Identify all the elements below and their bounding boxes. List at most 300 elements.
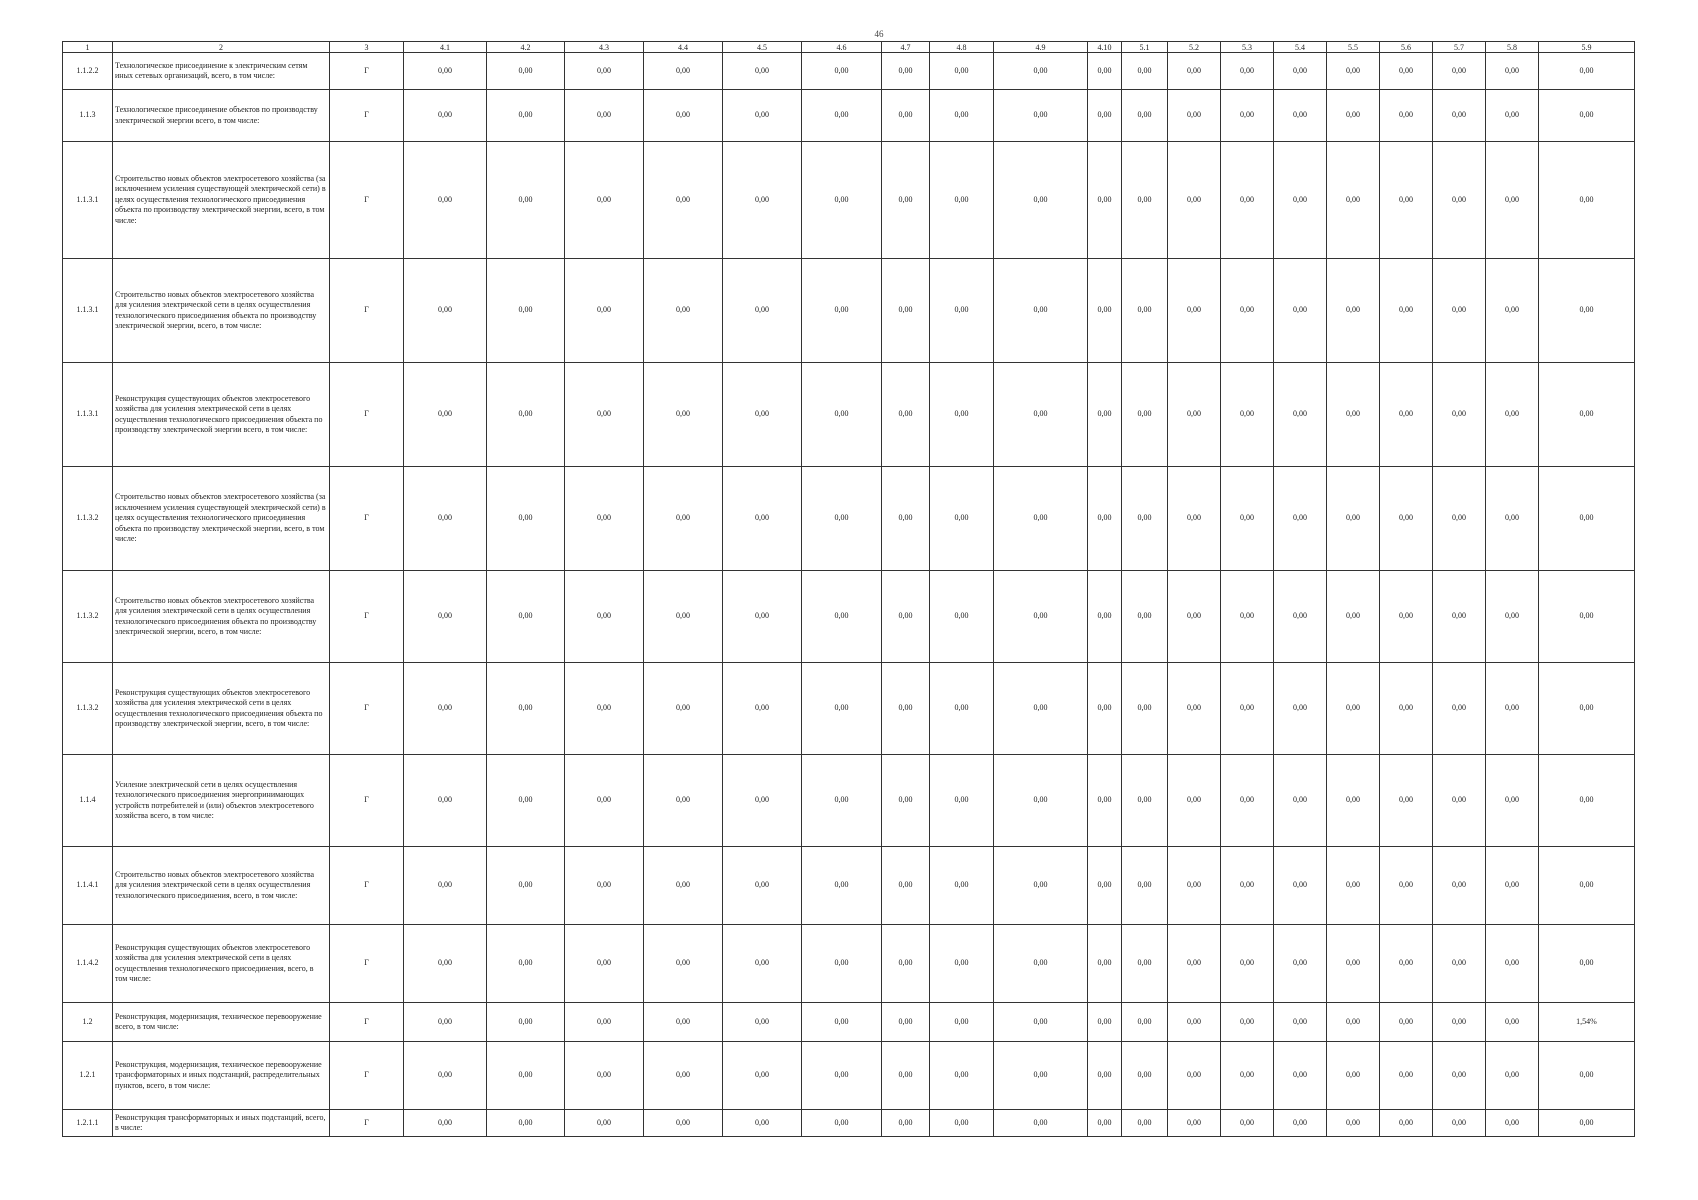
value-cell: 0,00 <box>1122 467 1168 571</box>
row-description: Реконструкция, модернизация, техническое перевооружение трансформаторных и иных подстанций, распределительных пунктов, всего, в том числе: <box>113 1042 330 1110</box>
value-cell: 0,00 <box>1539 847 1635 925</box>
value-cell: 0,00 <box>930 1042 994 1110</box>
column-header: 1 <box>63 42 113 53</box>
value-cell: 0,00 <box>882 1110 930 1137</box>
value-cell: 0,00 <box>1380 847 1433 925</box>
value-cell: 0,00 <box>565 755 644 847</box>
column-header: 5.2 <box>1168 42 1221 53</box>
value-cell: 0,00 <box>1221 847 1274 925</box>
value-cell: 0,00 <box>1486 142 1539 259</box>
value-cell: 0,00 <box>1088 142 1122 259</box>
value-cell: 0,00 <box>1274 90 1327 142</box>
value-cell: 0,00 <box>723 53 802 90</box>
value-cell: 0,00 <box>1274 1042 1327 1110</box>
value-cell: 0,00 <box>882 755 930 847</box>
value-cell: 0,00 <box>1274 847 1327 925</box>
value-cell: 0,00 <box>1122 142 1168 259</box>
value-cell: 0,00 <box>1327 53 1380 90</box>
row-description: Строительство новых объектов электросетевого хозяйства для усиления электрической сети в целях осуществления технологического присоединения объекта по производству электрической энергии, всего, в том числе: <box>113 259 330 363</box>
value-cell: 0,00 <box>1486 663 1539 755</box>
value-cell: 0,00 <box>1122 847 1168 925</box>
value-cell: 0,00 <box>565 925 644 1003</box>
value-cell: 0,00 <box>1433 571 1486 663</box>
row-description: Усиление электрической сети в целях осуществления технологического присоединения энергопринимающих устройств потребителей и (или) объектов электросетевого хозяйства всего, в том числе: <box>113 755 330 847</box>
value-cell: 0,00 <box>644 467 723 571</box>
value-cell: 0,00 <box>1168 571 1221 663</box>
value-cell: 0,00 <box>1221 142 1274 259</box>
value-cell: 0,00 <box>565 663 644 755</box>
row-unit: Г <box>330 142 404 259</box>
value-cell: 0,00 <box>930 1003 994 1042</box>
table-row <box>63 755 1635 847</box>
value-cell: 0,00 <box>565 847 644 925</box>
row-unit: Г <box>330 53 404 90</box>
value-cell: 0,00 <box>1433 663 1486 755</box>
value-cell: 0,00 <box>1168 663 1221 755</box>
value-cell: 0,00 <box>994 925 1088 1003</box>
value-cell: 0,00 <box>1122 571 1168 663</box>
table-row <box>63 663 1635 755</box>
value-cell: 0,00 <box>882 571 930 663</box>
value-cell: 0,00 <box>1327 90 1380 142</box>
value-cell: 0,00 <box>930 53 994 90</box>
value-cell: 0,00 <box>723 467 802 571</box>
value-cell: 0,00 <box>1221 663 1274 755</box>
value-cell: 0,00 <box>1380 363 1433 467</box>
value-cell: 0,00 <box>1168 1110 1221 1137</box>
value-cell: 0,00 <box>723 1003 802 1042</box>
column-header: 5.4 <box>1274 42 1327 53</box>
value-cell: 0,00 <box>487 663 565 755</box>
value-cell: 0,00 <box>1274 925 1327 1003</box>
value-cell: 0,00 <box>1327 1042 1380 1110</box>
value-cell: 0,00 <box>487 142 565 259</box>
value-cell: 0,00 <box>1221 53 1274 90</box>
value-cell: 0,00 <box>1539 467 1635 571</box>
value-cell: 0,00 <box>802 53 882 90</box>
column-header: 5.7 <box>1433 42 1486 53</box>
value-cell: 0,00 <box>644 755 723 847</box>
value-cell: 0,00 <box>1380 1042 1433 1110</box>
value-cell: 0,00 <box>994 467 1088 571</box>
row-code: 1.1.3.2 <box>63 467 113 571</box>
value-cell: 0,00 <box>404 142 487 259</box>
value-cell: 0,00 <box>723 925 802 1003</box>
row-code: 1.1.4 <box>63 755 113 847</box>
row-code: 1.1.4.2 <box>63 925 113 1003</box>
value-cell: 0,00 <box>1539 1110 1635 1137</box>
value-cell: 0,00 <box>1274 663 1327 755</box>
value-cell: 0,00 <box>930 663 994 755</box>
value-cell: 0,00 <box>1088 259 1122 363</box>
value-cell: 0,00 <box>1433 925 1486 1003</box>
value-cell: 0,00 <box>1274 571 1327 663</box>
value-cell: 0,00 <box>404 571 487 663</box>
row-description: Реконструкция существующих объектов электросетевого хозяйства для усиления электрической сети в целях осуществления технологического присоединения объекта по производству электрической энергии всего, в том числе: <box>113 363 330 467</box>
value-cell: 0,00 <box>1122 925 1168 1003</box>
value-cell: 0,00 <box>1088 755 1122 847</box>
value-cell: 0,00 <box>1327 1110 1380 1137</box>
row-code: 1.1.3.2 <box>63 571 113 663</box>
value-cell: 0,00 <box>1433 1003 1486 1042</box>
value-cell: 0,00 <box>1486 259 1539 363</box>
value-cell: 0,00 <box>1122 755 1168 847</box>
value-cell: 0,00 <box>802 847 882 925</box>
column-header: 5.6 <box>1380 42 1433 53</box>
value-cell: 0,00 <box>994 571 1088 663</box>
value-cell: 0,00 <box>1327 925 1380 1003</box>
row-code: 1.1.2.2 <box>63 53 113 90</box>
value-cell: 0,00 <box>1433 90 1486 142</box>
row-description: Реконструкция существующих объектов электросетевого хозяйства для усиления электрической сети в целях осуществления технологического присоединения, всего, в том числе: <box>113 925 330 1003</box>
row-code: 1.1.3 <box>63 90 113 142</box>
value-cell: 0,00 <box>1168 847 1221 925</box>
value-cell: 0,00 <box>802 1003 882 1042</box>
value-cell: 0,00 <box>1221 571 1274 663</box>
value-cell: 0,00 <box>882 925 930 1003</box>
value-cell: 0,00 <box>1327 663 1380 755</box>
value-cell: 0,00 <box>994 663 1088 755</box>
column-header: 4.2 <box>487 42 565 53</box>
value-cell: 0,00 <box>802 925 882 1003</box>
value-cell: 0,00 <box>404 925 487 1003</box>
table-row <box>63 142 1635 259</box>
column-header: 4.7 <box>882 42 930 53</box>
value-cell: 0,00 <box>882 363 930 467</box>
value-cell: 0,00 <box>1327 363 1380 467</box>
page-number: 46 <box>874 29 884 39</box>
value-cell: 0,00 <box>1433 1110 1486 1137</box>
row-unit: Г <box>330 847 404 925</box>
value-cell: 0,00 <box>1221 467 1274 571</box>
column-header: 4.8 <box>930 42 994 53</box>
value-cell: 0,00 <box>1486 571 1539 663</box>
value-cell: 0,00 <box>487 755 565 847</box>
value-cell: 0,00 <box>1088 363 1122 467</box>
value-cell: 0,00 <box>994 1110 1088 1137</box>
row-code: 1.1.3.1 <box>63 259 113 363</box>
value-cell: 0,00 <box>723 755 802 847</box>
value-cell: 0,00 <box>882 53 930 90</box>
value-cell: 0,00 <box>1380 1110 1433 1137</box>
header-row <box>63 42 1635 53</box>
row-unit: Г <box>330 259 404 363</box>
value-cell: 0,00 <box>1327 847 1380 925</box>
value-cell: 0,00 <box>1433 1042 1486 1110</box>
table-row <box>63 1110 1635 1137</box>
value-cell: 0,00 <box>1221 259 1274 363</box>
value-cell: 0,00 <box>644 259 723 363</box>
value-cell: 0,00 <box>1122 1042 1168 1110</box>
row-unit: Г <box>330 925 404 1003</box>
value-cell: 0,00 <box>802 142 882 259</box>
value-cell: 0,00 <box>802 663 882 755</box>
value-cell: 0,00 <box>1380 925 1433 1003</box>
value-cell: 0,00 <box>994 53 1088 90</box>
value-cell: 0,00 <box>644 90 723 142</box>
value-cell: 0,00 <box>644 571 723 663</box>
value-cell: 0,00 <box>1168 1042 1221 1110</box>
value-cell: 0,00 <box>487 1110 565 1137</box>
value-cell: 0,00 <box>1380 663 1433 755</box>
value-cell: 0,00 <box>994 363 1088 467</box>
column-header: 5.1 <box>1122 42 1168 53</box>
column-header: 4.6 <box>802 42 882 53</box>
row-code: 1.2.1.1 <box>63 1110 113 1137</box>
row-unit: Г <box>330 571 404 663</box>
value-cell: 0,00 <box>1486 1042 1539 1110</box>
value-cell: 0,00 <box>723 571 802 663</box>
value-cell: 0,00 <box>882 142 930 259</box>
value-cell: 0,00 <box>1122 53 1168 90</box>
value-cell: 0,00 <box>723 847 802 925</box>
value-cell: 0,00 <box>1539 571 1635 663</box>
value-cell: 0,00 <box>723 1110 802 1137</box>
value-cell: 0,00 <box>565 142 644 259</box>
value-cell: 0,00 <box>723 1042 802 1110</box>
value-cell: 0,00 <box>723 663 802 755</box>
value-cell: 0,00 <box>1168 142 1221 259</box>
value-cell: 0,00 <box>1433 142 1486 259</box>
table-row <box>63 1042 1635 1110</box>
row-unit: Г <box>330 90 404 142</box>
value-cell: 0,00 <box>723 363 802 467</box>
column-header: 4.3 <box>565 42 644 53</box>
value-cell: 0,00 <box>1122 663 1168 755</box>
row-code: 1.1.3.1 <box>63 142 113 259</box>
value-cell: 0,00 <box>1168 1003 1221 1042</box>
value-cell: 0,00 <box>404 467 487 571</box>
value-cell: 0,00 <box>404 53 487 90</box>
value-cell: 0,00 <box>1122 90 1168 142</box>
row-description: Строительство новых объектов электросетевого хозяйства (за исключением усиления существующей электрической сети) в целях осуществления технологического присоединения объекта по производству электрической энергии, всего, в том числе: <box>113 467 330 571</box>
value-cell: 0,00 <box>930 259 994 363</box>
value-cell: 0,00 <box>930 571 994 663</box>
value-cell: 0,00 <box>723 259 802 363</box>
value-cell: 0,00 <box>1539 925 1635 1003</box>
table-row <box>63 53 1635 90</box>
value-cell: 0,00 <box>1221 1042 1274 1110</box>
value-cell: 0,00 <box>994 142 1088 259</box>
value-cell: 0,00 <box>644 363 723 467</box>
value-cell: 0,00 <box>1433 363 1486 467</box>
column-header: 5.3 <box>1221 42 1274 53</box>
row-code: 1.1.4.1 <box>63 847 113 925</box>
value-cell: 0,00 <box>1486 53 1539 90</box>
value-cell: 0,00 <box>930 925 994 1003</box>
value-cell: 0,00 <box>1486 755 1539 847</box>
value-cell: 0,00 <box>1433 755 1486 847</box>
value-cell: 0,00 <box>565 571 644 663</box>
value-cell: 0,00 <box>1327 467 1380 571</box>
value-cell: 0,00 <box>1168 363 1221 467</box>
value-cell: 0,00 <box>1433 467 1486 571</box>
value-cell: 0,00 <box>1088 53 1122 90</box>
row-unit: Г <box>330 363 404 467</box>
value-cell: 0,00 <box>1433 53 1486 90</box>
value-cell: 0,00 <box>1088 847 1122 925</box>
column-header: 4.10 <box>1088 42 1122 53</box>
value-cell: 0,00 <box>565 90 644 142</box>
value-cell: 0,00 <box>1274 1003 1327 1042</box>
value-cell: 0,00 <box>644 1042 723 1110</box>
value-cell: 0,00 <box>1380 53 1433 90</box>
value-cell: 0,00 <box>882 467 930 571</box>
value-cell: 0,00 <box>487 847 565 925</box>
value-cell: 0,00 <box>565 259 644 363</box>
value-cell: 0,00 <box>1221 1003 1274 1042</box>
value-cell: 0,00 <box>882 847 930 925</box>
value-cell: 0,00 <box>930 363 994 467</box>
value-cell: 0,00 <box>1274 467 1327 571</box>
value-cell: 0,00 <box>1088 467 1122 571</box>
value-cell: 0,00 <box>1380 259 1433 363</box>
value-cell: 0,00 <box>882 259 930 363</box>
column-header: 5.8 <box>1486 42 1539 53</box>
value-cell: 0,00 <box>487 467 565 571</box>
value-cell: 0,00 <box>1168 925 1221 1003</box>
value-cell: 0,00 <box>1539 663 1635 755</box>
value-cell: 0,00 <box>1168 53 1221 90</box>
row-description: Технологическое присоединение объектов по производству электрической энергии всего, в том числе: <box>113 90 330 142</box>
value-cell: 0,00 <box>1221 1110 1274 1137</box>
value-cell: 0,00 <box>1274 142 1327 259</box>
value-cell: 0,00 <box>1088 90 1122 142</box>
value-cell: 0,00 <box>1122 1110 1168 1137</box>
row-unit: Г <box>330 755 404 847</box>
value-cell: 0,00 <box>1327 1003 1380 1042</box>
value-cell: 0,00 <box>565 467 644 571</box>
value-cell: 0,00 <box>802 571 882 663</box>
row-description: Реконструкция, модернизация, техническое перевооружение всего, в том числе: <box>113 1003 330 1042</box>
value-cell: 0,00 <box>1088 571 1122 663</box>
value-cell: 0,00 <box>1122 363 1168 467</box>
value-cell: 0,00 <box>1168 259 1221 363</box>
value-cell: 0,00 <box>644 1110 723 1137</box>
value-cell: 0,00 <box>994 755 1088 847</box>
table-row <box>63 467 1635 571</box>
value-cell: 0,00 <box>1486 1003 1539 1042</box>
value-cell: 0,00 <box>565 1003 644 1042</box>
value-cell: 0,00 <box>487 1003 565 1042</box>
value-cell: 0,00 <box>1088 1003 1122 1042</box>
value-cell: 0,00 <box>882 90 930 142</box>
row-description: Реконструкция трансформаторных и иных подстанций, всего, в числе: <box>113 1110 330 1137</box>
value-cell: 1,54% <box>1539 1003 1635 1042</box>
row-description: Реконструкция существующих объектов электросетевого хозяйства для усиления электрической сети в целях осуществления технологического присоединения объекта по производству электрической энергии, всего, в том числе: <box>113 663 330 755</box>
value-cell: 0,00 <box>930 90 994 142</box>
value-cell: 0,00 <box>565 363 644 467</box>
value-cell: 0,00 <box>644 53 723 90</box>
row-description: Строительство новых объектов электросетевого хозяйства для усиления электрической сети в целях осуществления технологического присоединения, всего, в том числе: <box>113 847 330 925</box>
row-unit: Г <box>330 1110 404 1137</box>
value-cell: 0,00 <box>994 847 1088 925</box>
value-cell: 0,00 <box>1486 363 1539 467</box>
table-row <box>63 925 1635 1003</box>
value-cell: 0,00 <box>1327 259 1380 363</box>
value-cell: 0,00 <box>1433 259 1486 363</box>
value-cell: 0,00 <box>930 467 994 571</box>
value-cell: 0,00 <box>1327 755 1380 847</box>
row-unit: Г <box>330 1003 404 1042</box>
value-cell: 0,00 <box>994 1003 1088 1042</box>
value-cell: 0,00 <box>404 1003 487 1042</box>
value-cell: 0,00 <box>565 1110 644 1137</box>
value-cell: 0,00 <box>1380 142 1433 259</box>
value-cell: 0,00 <box>802 755 882 847</box>
value-cell: 0,00 <box>882 663 930 755</box>
row-code: 1.1.3.2 <box>63 663 113 755</box>
value-cell: 0,00 <box>404 1042 487 1110</box>
value-cell: 0,00 <box>802 467 882 571</box>
value-cell: 0,00 <box>930 755 994 847</box>
value-cell: 0,00 <box>1539 142 1635 259</box>
value-cell: 0,00 <box>487 259 565 363</box>
row-description: Строительство новых объектов электросетевого хозяйства для усиления электрической сети в целях осуществления технологического присоединения объекта по производству электрической энергии, всего, в том числе: <box>113 571 330 663</box>
value-cell: 0,00 <box>1486 847 1539 925</box>
value-cell: 0,00 <box>1380 467 1433 571</box>
column-header: 4.1 <box>404 42 487 53</box>
value-cell: 0,00 <box>930 1110 994 1137</box>
value-cell: 0,00 <box>644 847 723 925</box>
column-header: 4.9 <box>994 42 1088 53</box>
value-cell: 0,00 <box>1433 847 1486 925</box>
value-cell: 0,00 <box>1539 259 1635 363</box>
row-unit: Г <box>330 663 404 755</box>
value-cell: 0,00 <box>1380 1003 1433 1042</box>
column-header: 4.5 <box>723 42 802 53</box>
value-cell: 0,00 <box>565 1042 644 1110</box>
value-cell: 0,00 <box>1088 1110 1122 1137</box>
value-cell: 0,00 <box>1221 925 1274 1003</box>
value-cell: 0,00 <box>1539 1042 1635 1110</box>
value-cell: 0,00 <box>1539 90 1635 142</box>
value-cell: 0,00 <box>802 1042 882 1110</box>
value-cell: 0,00 <box>1486 90 1539 142</box>
value-cell: 0,00 <box>1168 90 1221 142</box>
value-cell: 0,00 <box>1274 1110 1327 1137</box>
value-cell: 0,00 <box>487 363 565 467</box>
value-cell: 0,00 <box>1274 259 1327 363</box>
value-cell: 0,00 <box>1088 925 1122 1003</box>
column-header: 5.5 <box>1327 42 1380 53</box>
value-cell: 0,00 <box>1327 142 1380 259</box>
table-row <box>63 1003 1635 1042</box>
value-cell: 0,00 <box>487 90 565 142</box>
row-code: 1.1.3.1 <box>63 363 113 467</box>
value-cell: 0,00 <box>404 663 487 755</box>
value-cell: 0,00 <box>1486 925 1539 1003</box>
value-cell: 0,00 <box>882 1003 930 1042</box>
row-description: Технологическое присоединение к электрическим сетям иных сетевых организаций, всего, в том числе: <box>113 53 330 90</box>
value-cell: 0,00 <box>644 925 723 1003</box>
value-cell: 0,00 <box>644 142 723 259</box>
row-unit: Г <box>330 1042 404 1110</box>
data-table <box>62 41 1635 1137</box>
value-cell: 0,00 <box>565 53 644 90</box>
value-cell: 0,00 <box>802 363 882 467</box>
column-header: 3 <box>330 42 404 53</box>
value-cell: 0,00 <box>1486 1110 1539 1137</box>
table-row <box>63 571 1635 663</box>
row-description: Строительство новых объектов электросетевого хозяйства (за исключением усиления существующей электрической сети) в целях осуществления технологического присоединения объекта по производству электрической энергии, всего, в том числе: <box>113 142 330 259</box>
value-cell: 0,00 <box>723 90 802 142</box>
value-cell: 0,00 <box>1221 90 1274 142</box>
column-header: 2 <box>113 42 330 53</box>
row-code: 1.2.1 <box>63 1042 113 1110</box>
table-row <box>63 847 1635 925</box>
column-header: 5.9 <box>1539 42 1635 53</box>
